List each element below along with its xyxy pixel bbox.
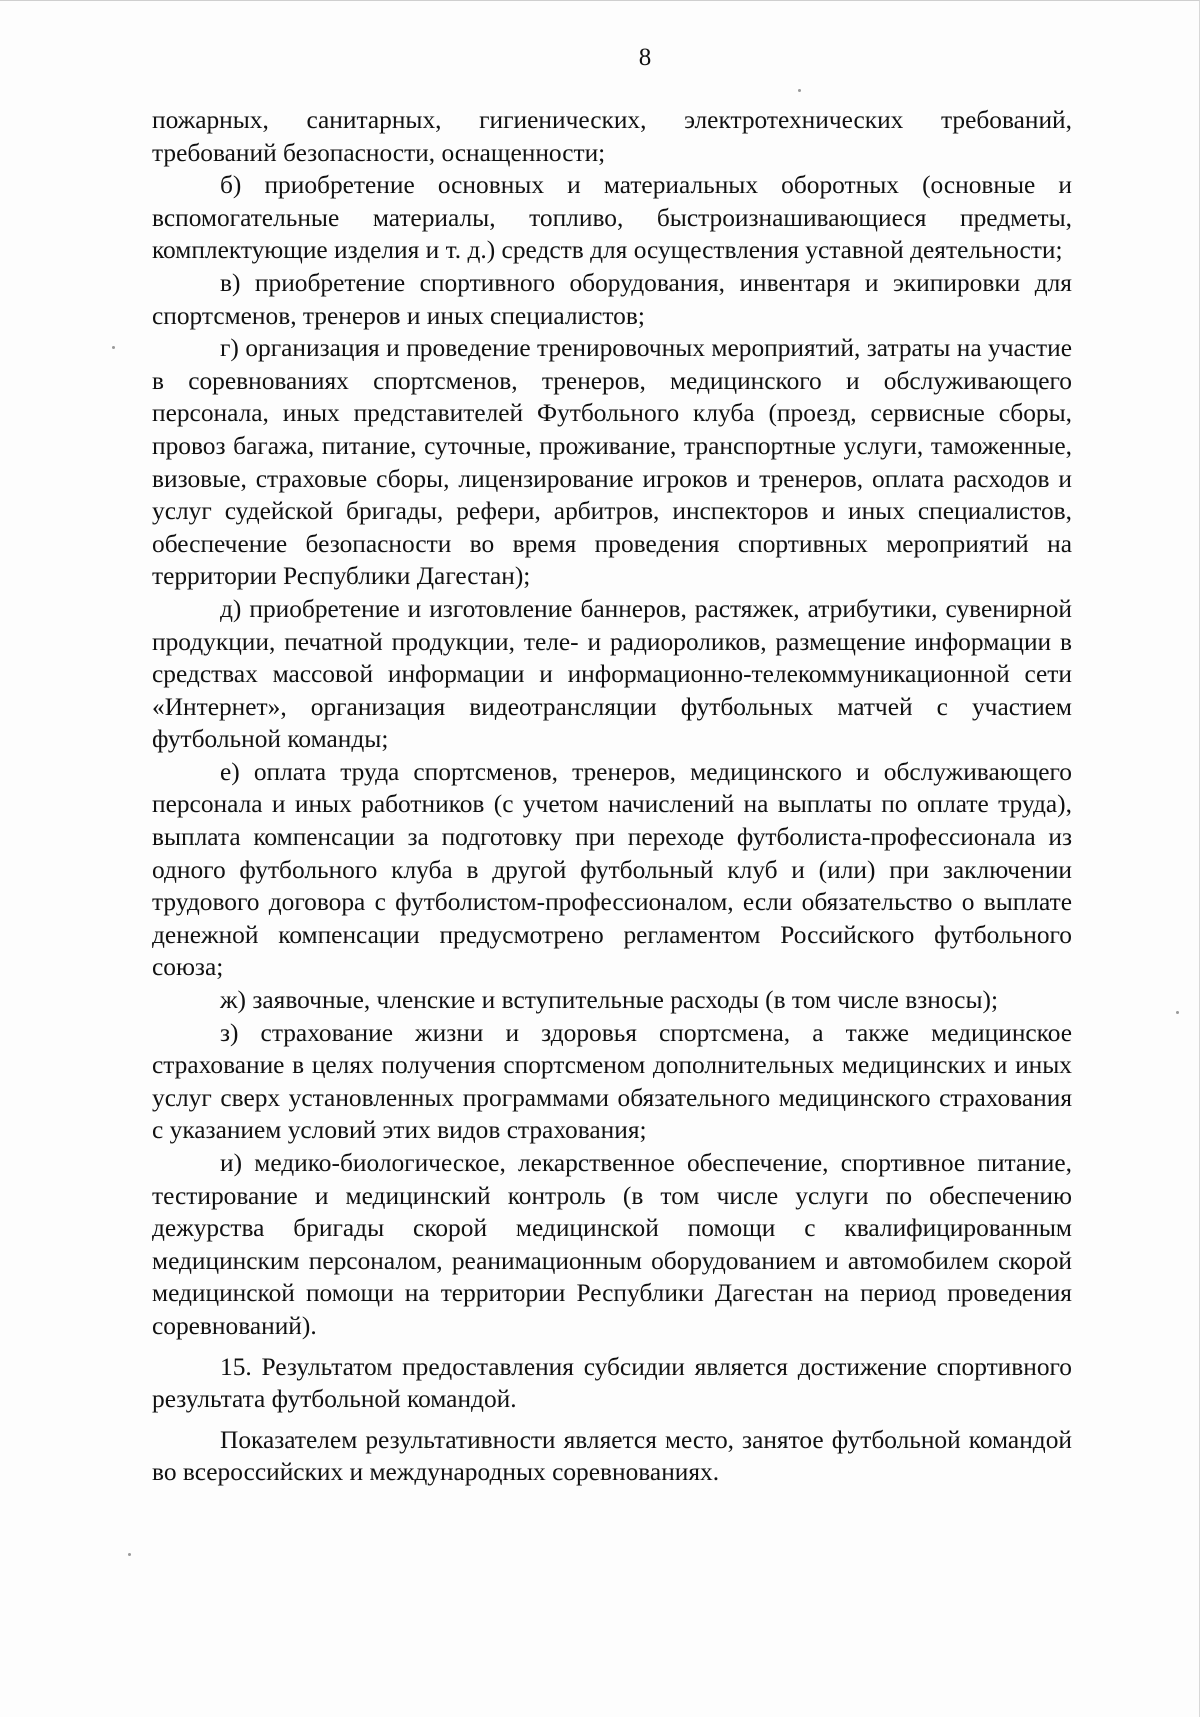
page-number: 8 [638, 44, 652, 71]
paragraph-item-z: з) страхование жизни и здоровья спортсмена, а также медицинское страхование в целях получения спортсменом дополнительных медицинских и иных услуг сверх установленных программами обязательного медицинского страхования с указанием условий этих видов страхования; [152, 1018, 1072, 1145]
paragraph-item-g: г) организация и проведение тренировочных мероприятий, затраты на участие в соревнованиях спортсменов, тренеров, медицинского и обслуживающего персонала, иных представителей Футбольного клуба (проезд, сервисные сборы, провоз багажа, питание, суточные, проживание, транспортные услуги, таможенные, визовые, страховые сборы, лицензирование игроков и тренеров, оплата расходов и услуг судейской бригады, рефери, арбитров, инспекторов и иных специалистов, обеспечение безопасности во время проведения спортивных мероприятий на территории Республики Дагестан); [152, 334, 1072, 591]
paragraph-continuation: пожарных, санитарных, гигиенических, электротехнических требований, требований безопасности, оснащенности; [152, 106, 1072, 167]
scan-speck [112, 346, 115, 349]
paragraph-item-i: и) медико-биологическое, лекарственное обеспечение, спортивное питание, тестирование и медицинский контроль (в том числе услуги по обеспечению дежурства бригады скорой медицинской помощи с квалифицированным медицинским персоналом, реанимационным оборудованием и автомобилем скорой медицинской помощи на территории Республики Дагестан на период проведения соревнований). [152, 1149, 1072, 1340]
paragraph-item-b: б) приобретение основных и материальных оборотных (основные и вспомогательные материалы, топливо, быстроизнашивающиеся предметы, комплектующие изделия и т. д.) средств для осуществления уставной деятельности; [152, 171, 1072, 265]
paragraph-section-15: 15. Результатом предоставления субсидии является достижение спортивного результата футбольной командой. [152, 1352, 1072, 1414]
scan-speck [798, 89, 801, 92]
paragraph-item-d: д) приобретение и изготовление баннеров, растяжек, атрибутики, сувенирной продукции, печатной продукции, теле- и радиороликов, размещение информации в средствах массовой информации и информационно-телекоммуникационной сети «Интернет», организация видеотрансляции футбольных матчей с участием футбольной команды; [152, 594, 1072, 754]
paragraph-item-e: е) оплата труда спортсменов, тренеров, медицинского и обслуживающего персонала и иных работников (с учетом начислений на выплаты по оплате труда), выплата компенсации за подготовку при переходе футболиста-профессионала из одного футбольного клуба в другой футбольный клуб и (или) при заключении трудового договора с футболистом-профессионалом, если обязательство о выплате денежной компенсации предусмотрено регламентом Российского футбольного союза; [152, 757, 1072, 982]
paragraph-item-zh: ж) заявочные, членские и вступительные расходы (в том числе взносы); [220, 986, 999, 1015]
paragraph-item-v: в) приобретение спортивного оборудования, инвентаря и экипировки для спортсменов, тренеров и иных специалистов; [152, 268, 1072, 330]
paragraph-performance-indicator: Показателем результативности является место, занятое футбольной командой во всероссийских и международных соревнованиях. [152, 1425, 1072, 1487]
scan-speck [1176, 1011, 1179, 1014]
scan-speck [128, 1553, 131, 1556]
document-body [152, 104, 1072, 1489]
